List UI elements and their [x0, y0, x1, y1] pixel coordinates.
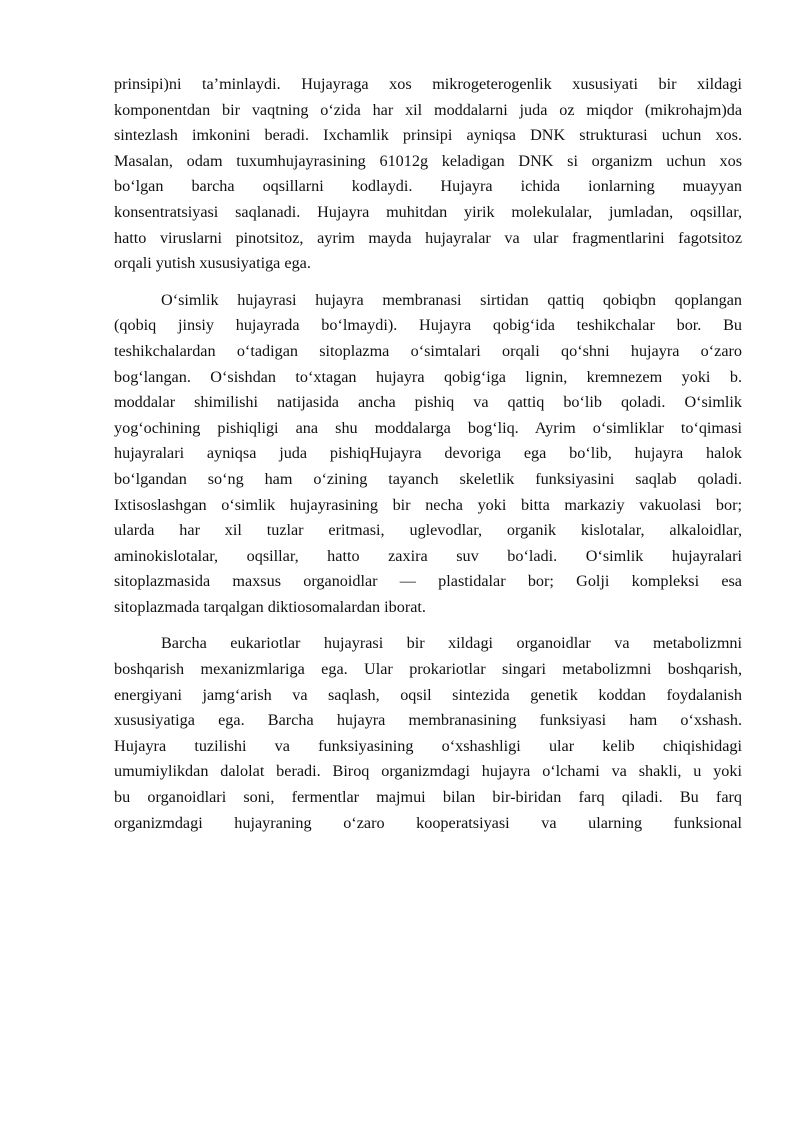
- text-line: sitoplazmada tarqalgan diktiosomalardan iborat.: [114, 597, 426, 616]
- text-line: organizmdagi hujayraning o‘zaro kooperatsiyasi va ularning funksional: [114, 813, 742, 832]
- paragraph-1: [114, 72, 742, 277]
- text-line: boshqarish mexanizmlariga ega. Ular prokariotlar singari metabolizmni boshqarish,: [114, 660, 742, 679]
- text-line: prinsipi)ni ta’minlaydi. Hujayraga xos mikrogeterogenlik xususiyati bir xildagi: [114, 75, 742, 93]
- text-line: hujayralari ayniqsa juda pishiqHujayra devoriga ega bo‘lib, hujayra halok: [114, 444, 742, 463]
- text-line: yog‘ochining pishiqligi ana shu moddalarga bog‘liq. Ayrim o‘simliklar to‘qimasi: [114, 418, 742, 437]
- text-line: xususiyatiga ega. Barcha hujayra membranasining funksiyasi ham o‘xshash.: [114, 711, 742, 730]
- text-line: teshikchalardan o‘tadigan sitoplazma o‘simtalari orqali qo‘shni hujayra o‘zaro: [114, 341, 742, 360]
- text-line: sitoplazmasida maxsus organoidlar — plastidalar bor; Golji kompleksi esa: [114, 572, 742, 591]
- text-line: umumiylikdan dalolat beradi. Biroq organizmdagi hujayra o‘lchami va shakli, u yoki: [114, 762, 742, 781]
- text-line: hatto viruslarni pinotsitoz, ayrim mayda hujayralar va ular fragmentlarini fagotsitoz: [114, 228, 742, 247]
- text-line: ularda har xil tuzlar eritmasi, uglevodlar, organik kislotalar, alkaloidlar,: [114, 521, 742, 540]
- text-line: bo‘lgan barcha oqsillarni kodlaydi. Hujayra ichida ionlarning muayyan: [114, 177, 742, 196]
- text-line: orqali yutish xususiyatiga ega.: [114, 254, 311, 273]
- text-line: moddalar shimilishi natijasida ancha pishiq va qattiq bo‘lib qoladi. O‘simlik: [114, 393, 742, 412]
- text-line: sintezlash imkonini beradi. Ixchamlik prinsipi ayniqsa DNK strukturasi uchun xos.: [114, 126, 742, 145]
- document-page: [114, 72, 742, 847]
- text-line: komponentdan bir vaqtning o‘zida har xil moddalarni juda oz miqdor (mikrohajm)da: [114, 100, 742, 119]
- text-line: (qobiq jinsiy hujayrada bo‘lmaydi). Hujayra qobig‘ida teshikchalar bor. Bu: [114, 316, 742, 335]
- text-line: O‘simlik hujayrasi hujayra membranasi sirtidan qattiq qobiqbn qoplangan: [161, 290, 742, 309]
- text-line: Hujayra tuzilishi va funksiyasining o‘xshashligi ular kelib chiqishidagi: [114, 736, 742, 755]
- text-line: Ixtisoslashgan o‘simlik hujayrasining bir necha yoki bitta markaziy vakuolasi bor;: [114, 495, 742, 514]
- text-line: bo‘lgandan so‘ng ham o‘zining tayanch skeletlik funksiyasini saqlab qoladi.: [114, 469, 742, 488]
- text-line: bog‘langan. O‘sishdan to‘xtagan hujayra qobig‘iga lignin, kremnezem yoki b.: [114, 367, 742, 386]
- text-line: energiyani jamg‘arish va saqlash, oqsil sintezida genetik koddan foydalanish: [114, 685, 742, 704]
- text-line: aminokislotalar, oqsillar, hatto zaxira suv bo‘ladi. O‘simlik hujayralari: [114, 546, 742, 565]
- text-line: Barcha eukariotlar hujayrasi bir xildagi organoidlar va metabolizmni: [161, 634, 742, 653]
- text-line: bu organoidlari soni, fermentlar majmui bilan bir-biridan farq qiladi. Bu farq: [114, 788, 742, 807]
- text-line: Masalan, odam tuxumhujayrasining 61012g keladigan DNK si organizm uchun xos: [114, 151, 742, 170]
- paragraph-2: [114, 288, 742, 621]
- text-line: konsentratsiyasi saqlanadi. Hujayra muhitdan yirik molekulalar, jumladan, oqsillar,: [114, 202, 742, 221]
- paragraph-3: [114, 631, 742, 836]
